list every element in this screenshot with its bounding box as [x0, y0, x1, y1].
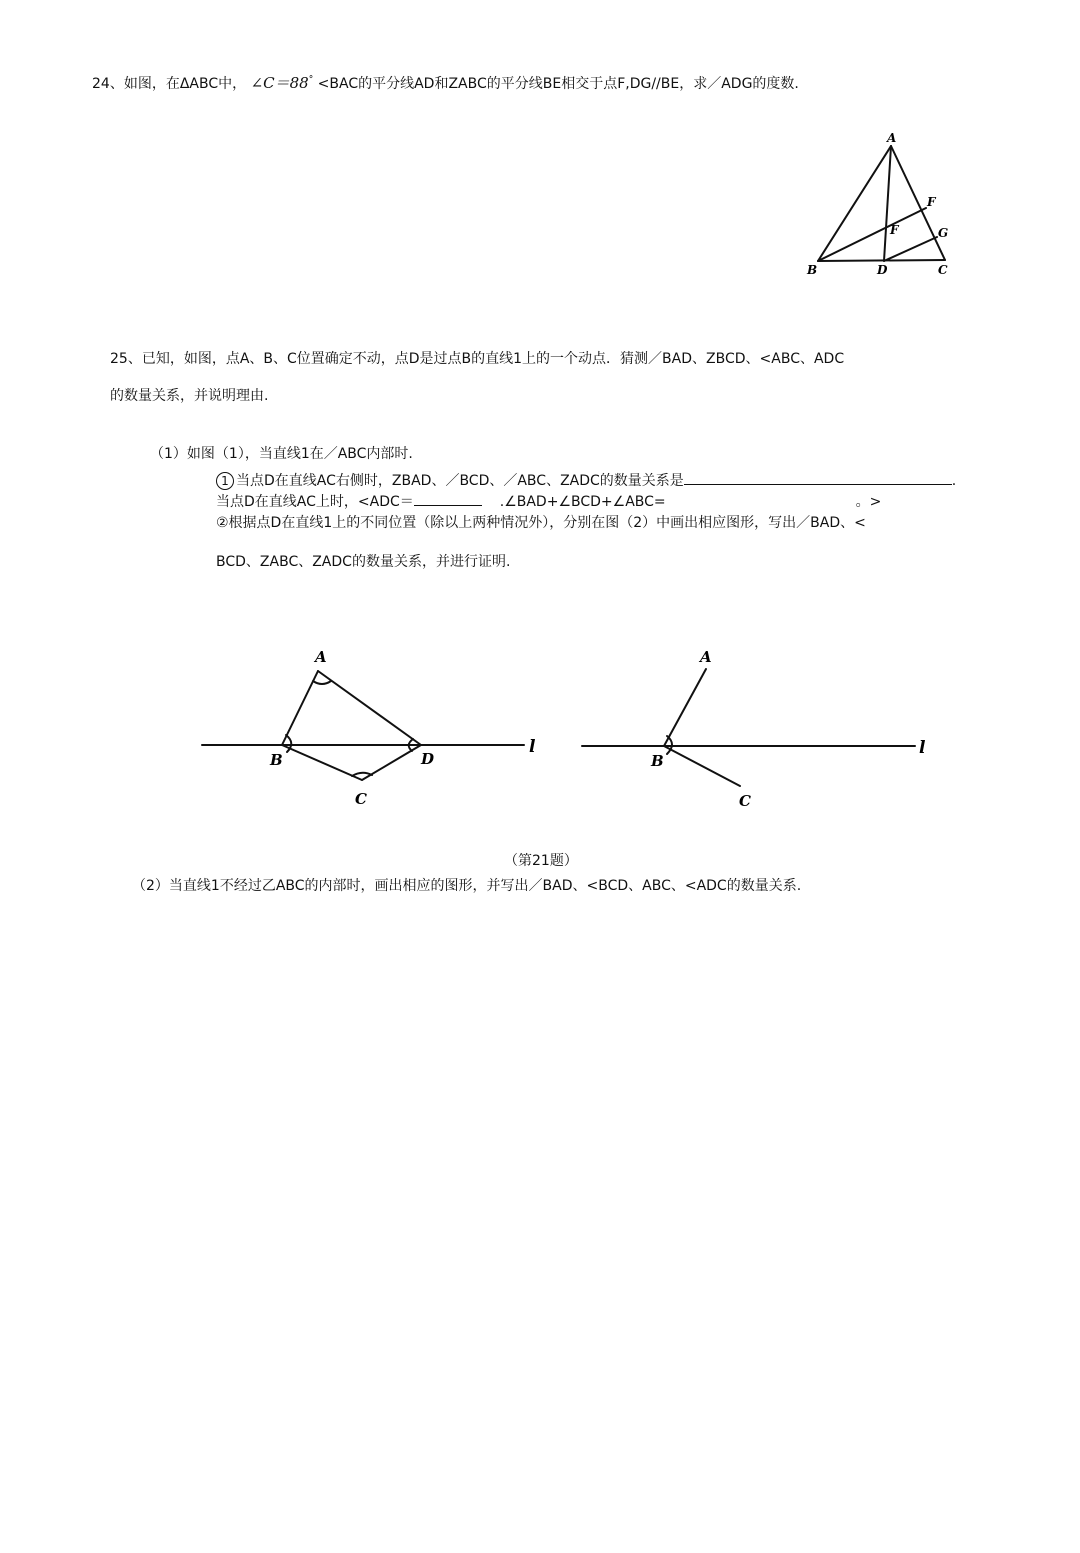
part-1-item-1b-end: 。> [855, 494, 882, 510]
fig1-label-c: C [355, 790, 367, 808]
fig24-label-d: D [877, 263, 888, 277]
fig1-label-a: A [315, 648, 327, 666]
figure-caption: （第21题） [504, 853, 578, 869]
question-25-line1: 25、已知，如图，点A、B、C位置确定不动，点D是过点B的直线1上的一个动点．猜测／BAD、ZBCD、<ABC、ADC [110, 351, 845, 367]
part-1-item-1b-mid: .∠BAD+∠BCD+∠ABC= [499, 494, 666, 510]
part-1-item-2-cont: BCD、ZABC、ZADC的数量关系，并进行证明. [216, 554, 511, 570]
fig2-label-l: l [919, 738, 926, 758]
segment-ba [282, 671, 318, 745]
segment-bc [818, 260, 945, 261]
segment-bc [282, 745, 362, 780]
circled-number-1: 1 [216, 472, 234, 490]
segment-ad [884, 146, 891, 261]
q24-angle-value: ∠C＝88 [250, 74, 309, 92]
fig2-label-a: A [700, 648, 712, 666]
fig24-label-e: F [927, 195, 936, 209]
answer-blank-relation[interactable] [684, 470, 952, 485]
q24-angle-c [251, 74, 314, 92]
part-1-item-1-text: 当点D在直线AC右侧时，ZBAD、／BCD、／ABC、ZADC的数量关系是 [236, 473, 684, 489]
fig24-label-c: C [938, 263, 948, 277]
fig24-label-b: B [807, 263, 818, 277]
question-24 [92, 72, 799, 93]
fig1-label-b: B [270, 751, 283, 769]
part-1-item-1b [216, 491, 881, 511]
ray-bc [664, 746, 740, 786]
figure-1-quadrilateral [198, 640, 543, 815]
fig2-label-b: B [651, 752, 664, 770]
part-1-item-1b-text: 当点D在直线AC上时，<ADC＝ [216, 494, 414, 510]
figure-24-triangle [800, 128, 960, 280]
part-2: （2）当直线1不经过乙ABC的内部时，画出相应的图形，并写出／BAD、<BCD、ABC、<ADC的数量关系. [132, 878, 802, 894]
fig1-label-d: D [421, 750, 435, 768]
answer-blank-adc[interactable] [414, 491, 482, 506]
q24-degree-sign: ° [308, 75, 314, 85]
fig2-label-c: C [739, 792, 751, 810]
part-1-item-1-end: . [951, 473, 957, 489]
segment-ad [318, 671, 421, 745]
figure-2-rays [578, 640, 948, 815]
angle-arc-a [313, 681, 331, 684]
ray-ba [664, 669, 706, 746]
fig1-label-l: l [529, 737, 536, 757]
fig24-label-f: F [890, 223, 899, 237]
q24-suffix: <BAC的平分线AD和ZABC的平分线BE相交于点F,DG//BE，求／ADG的度数. [317, 76, 799, 92]
part-1-item-1 [216, 470, 956, 490]
fig24-label-a: A [887, 131, 897, 145]
segment-dg [884, 237, 937, 261]
segment-ac [891, 146, 945, 260]
q24-prefix: 24、如图，在ΔABC中， [92, 76, 247, 92]
fig24-label-g: G [938, 226, 949, 240]
part-1-item-2: ②根据点D在直线1上的不同位置（除以上两种情况外），分别在图（2）中画出相应图形，写出／BAD、< [216, 515, 866, 531]
part-1-heading: （1）如图（1），当直线1在／ABC内部时. [150, 446, 413, 462]
question-25-line2: 的数量关系，并说明理由. [110, 388, 269, 404]
